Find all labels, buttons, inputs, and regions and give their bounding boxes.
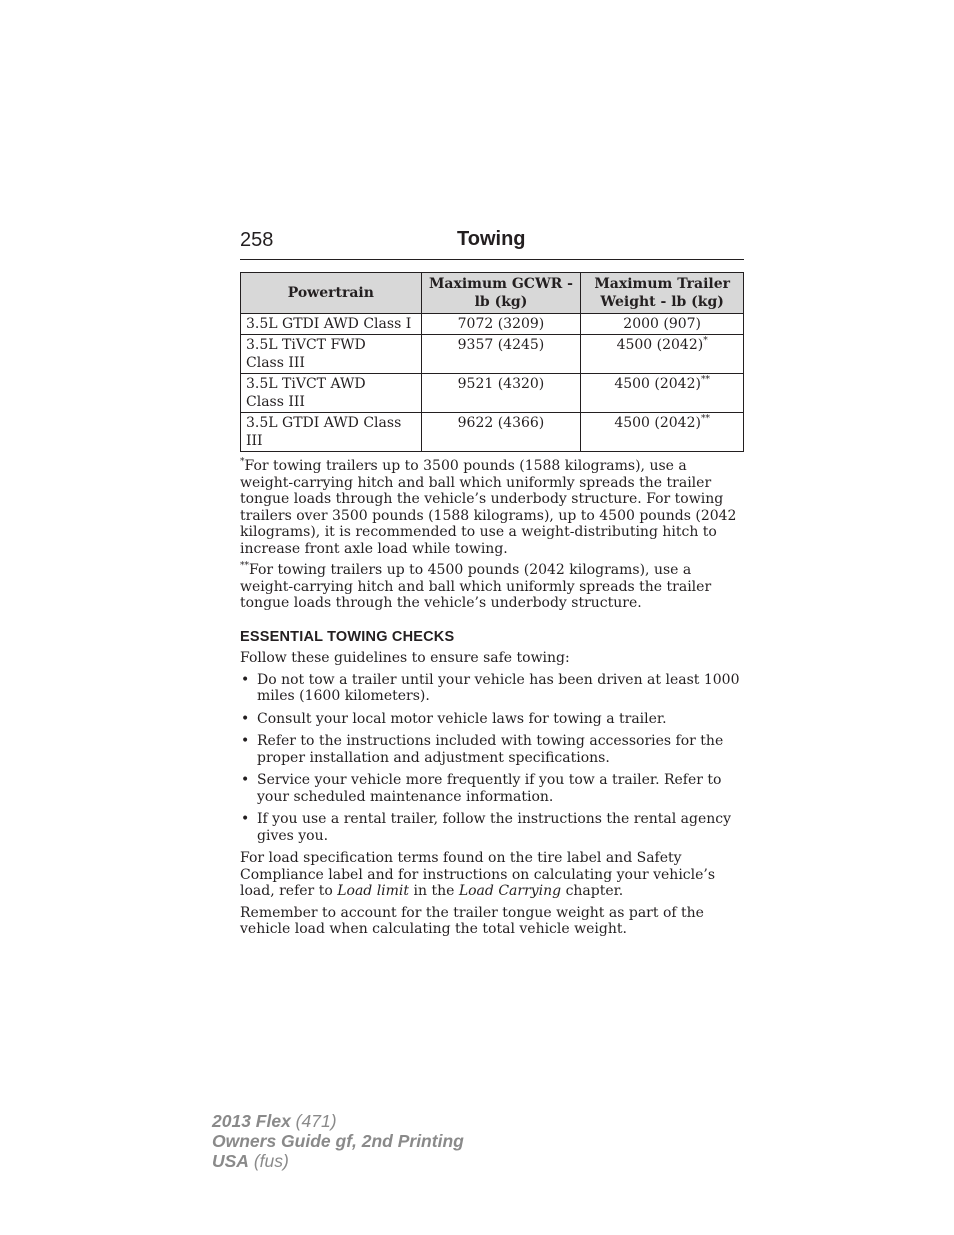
trailer-weight-value: 2000 (907): [623, 316, 702, 332]
load-specification-paragraph: [240, 850, 744, 900]
load-carrying-reference: Load Carrying: [458, 883, 562, 899]
table-header-row: [241, 273, 744, 314]
list-item: [240, 733, 744, 766]
paragraph-text: chapter.: [561, 883, 624, 899]
essential-towing-checks-heading: ESSENTIAL TOWING CHECKS: [240, 628, 455, 645]
gcwr-cell: 9622 (4366): [421, 413, 581, 452]
footer-guide-name: Owners Guide gf, 2nd Printing: [212, 1131, 464, 1151]
list-item-text: Consult your local motor vehicle laws for towing a trailer.: [257, 710, 667, 727]
column-header-trailer-weight: Maximum Trailer Weight - lb (kg): [581, 273, 744, 314]
footer-model-code: (471): [290, 1111, 337, 1131]
trailer-weight-cell: [581, 314, 744, 335]
powertrain-label: 3.5L GTDI AWD Class III: [246, 415, 402, 449]
checks-intro: Follow these guidelines to ensure safe towing:: [240, 650, 570, 666]
footnote-marker: **: [700, 375, 710, 385]
footer-market-code: (fus): [248, 1151, 289, 1171]
column-header-powertrain: Powertrain: [241, 273, 422, 314]
page-header: [240, 228, 744, 260]
footer-line-guide: [212, 1131, 464, 1151]
trailer-weight-value: 4500 (2042): [614, 376, 701, 392]
powertrain-class: Class III: [246, 394, 305, 410]
bullet-glyph: •: [241, 710, 250, 727]
column-header-gcwr: Maximum GCWR - lb (kg): [421, 273, 581, 314]
trailer-weight-cell: [581, 413, 744, 452]
footer-line-market: [212, 1151, 464, 1171]
trailer-weight-value: 4500 (2042): [616, 337, 704, 353]
page-number: 258: [240, 229, 274, 251]
page-footer: [212, 1111, 464, 1171]
list-item-text: Refer to the instructions included with towing accessories for the proper installation and adjustment specifications.: [257, 733, 724, 766]
load-limit-reference: Load limit: [337, 883, 410, 899]
powertrain-label: 3.5L TiVCT FWD: [246, 337, 366, 353]
footnote-text: For towing trailers up to 4500 pounds (2042 kilograms), use a weight-carrying hitch and ball which uniformly spreads the trailer tongue loads through the vehicle’s underbody structure.: [240, 562, 712, 611]
footnote-marker: **: [700, 414, 710, 424]
section-title: Towing: [457, 228, 526, 250]
powertrain-cell: [241, 314, 422, 335]
powertrain-cell: [241, 374, 422, 413]
gcwr-cell: 7072 (3209): [421, 314, 581, 335]
page-content: [240, 272, 744, 938]
gcwr-cell: 9357 (4245): [421, 335, 581, 374]
powertrain-label: 3.5L GTDI AWD Class I: [246, 316, 412, 332]
trailer-weight-cell: [581, 374, 744, 413]
list-item: [240, 772, 744, 805]
table-row: [241, 413, 744, 452]
footer-line-model: [212, 1111, 464, 1131]
footnote-marker: *: [703, 336, 708, 346]
bullet-glyph: •: [241, 733, 250, 749]
towing-checks-list: [240, 672, 744, 845]
powertrain-cell: [241, 335, 422, 374]
footnote-double-asterisk: [240, 562, 744, 612]
list-item-text: If you use a rental trailer, follow the instructions the rental agency gives you.: [257, 811, 732, 844]
towing-capacity-table: [240, 272, 744, 452]
powertrain-class: Class III: [246, 355, 305, 371]
table-row: [241, 374, 744, 413]
footer-model: 2013 Flex: [212, 1111, 291, 1131]
footnote-marker: *: [240, 457, 245, 467]
trailer-weight-value: 4500 (2042): [614, 415, 701, 431]
list-item: [240, 672, 744, 705]
list-item: [240, 811, 744, 844]
powertrain-cell: [241, 413, 422, 452]
table-row: [241, 335, 744, 374]
paragraph-text: in the: [409, 883, 459, 899]
powertrain-label: 3.5L TiVCT AWD: [246, 376, 366, 392]
tongue-weight-paragraph: Remember to account for the trailer tongue weight as part of the vehicle load when calculating the total vehicle weight.: [240, 904, 704, 937]
gcwr-cell: 9521 (4320): [421, 374, 581, 413]
trailer-weight-cell: [581, 335, 744, 374]
bullet-glyph: •: [241, 772, 250, 788]
table-row: [241, 314, 744, 335]
paragraph-text: For load specification terms found on the tire label and Safety Compliance label and for instructions on calculating your vehicle’s load, refer to: [240, 850, 716, 899]
footnote-marker: **: [240, 561, 249, 571]
bullet-glyph: •: [241, 671, 250, 688]
list-item-text: Do not tow a trailer until your vehicle has been driven at least 1000 miles (1600 kilometers).: [257, 671, 740, 704]
footnote-single-asterisk: [240, 458, 744, 557]
list-item: [240, 711, 744, 728]
footnote-text: For towing trailers up to 3500 pounds (1588 kilograms), use a weight-carrying hitch and ball which uniformly spreads the trailer tongue loads through the vehicle’s underbody structure. For towing trailers over 3500 pounds (1588 kilograms), up to 4500 pounds (2042 kilograms), it is recommended to use a weight-distributing hitch to increase front axle load while towing.: [240, 458, 737, 557]
bullet-glyph: •: [241, 811, 250, 827]
footer-market: USA: [212, 1151, 249, 1171]
list-item-text: Service your vehicle more frequently if you tow a trailer. Refer to your scheduled maintenance information.: [257, 772, 722, 805]
